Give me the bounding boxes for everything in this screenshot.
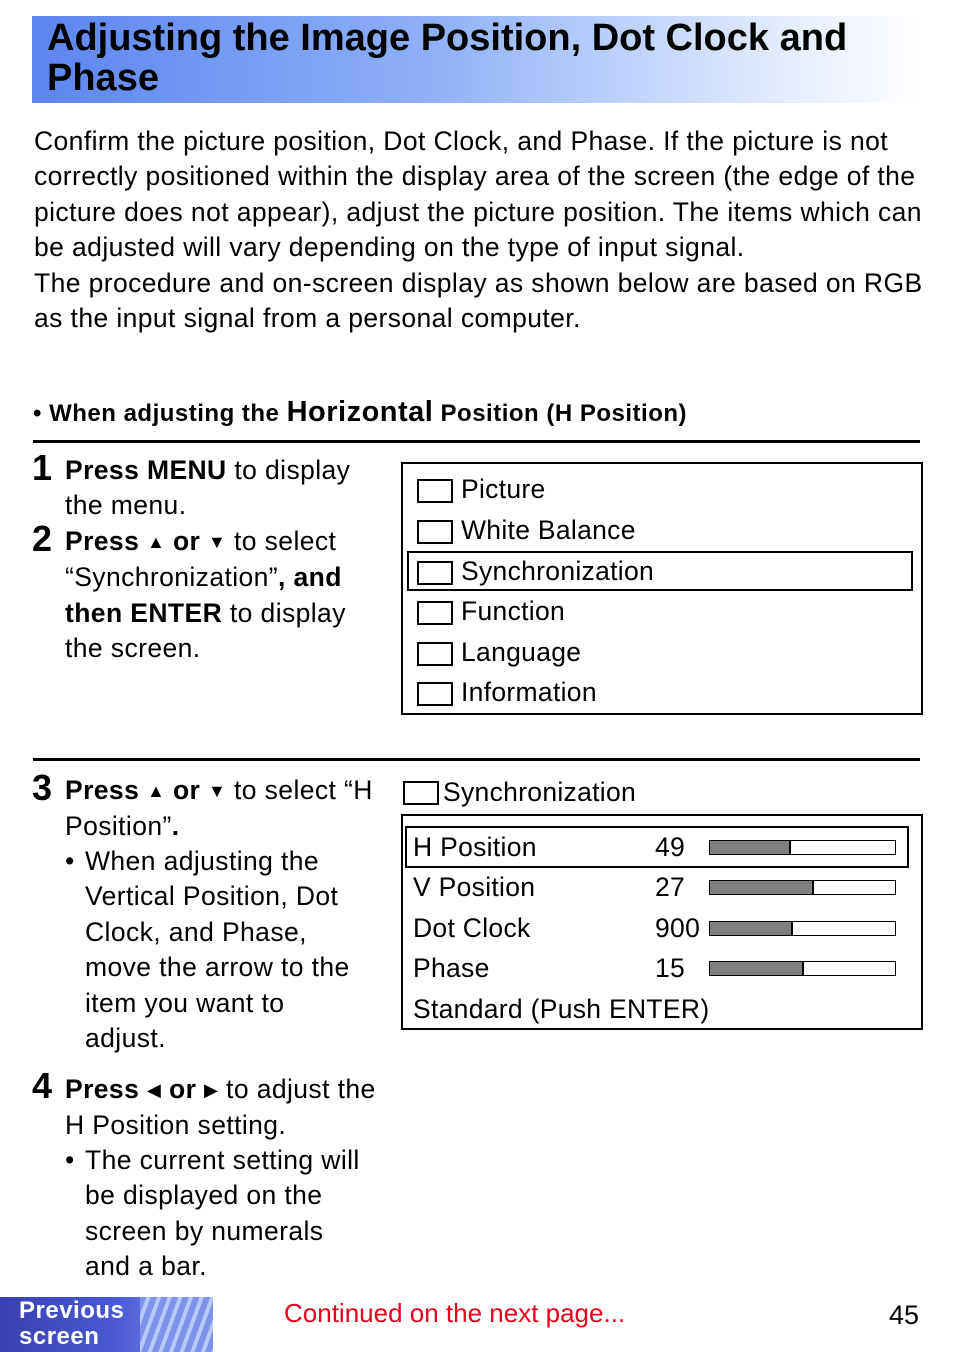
step-3-note-text: When adjusting the Vertical Position, Dot Clock, and Phase, move the arrow to the item you want to adjust. bbox=[85, 846, 350, 1054]
step-3-text bbox=[65, 773, 375, 845]
step-2-or: or bbox=[165, 526, 209, 556]
menu-icon bbox=[403, 781, 439, 805]
section-heading bbox=[33, 396, 687, 429]
menu-item-label: Function bbox=[461, 596, 566, 626]
menu-item-language[interactable] bbox=[417, 634, 913, 670]
menu-item-picture[interactable] bbox=[417, 471, 913, 507]
menu-item-label: Picture bbox=[461, 474, 546, 504]
up-arrow-icon: ▲ bbox=[146, 532, 166, 552]
sync-osd bbox=[401, 814, 923, 1030]
level-bar[interactable] bbox=[709, 921, 896, 936]
step-1-rest: to display the menu. bbox=[65, 455, 351, 521]
menu-icon bbox=[417, 642, 453, 666]
sync-row-dot-clock[interactable] bbox=[407, 909, 907, 947]
menu-item-function[interactable] bbox=[417, 593, 913, 629]
menu-icon bbox=[417, 601, 453, 625]
step-2-rest-2: to display the screen. bbox=[65, 597, 346, 664]
level-bar[interactable] bbox=[709, 840, 896, 855]
section-bullet: • bbox=[33, 400, 42, 427]
step-3-or: or bbox=[165, 775, 209, 805]
step-4-note-text: The current setting will be displayed on the screen by numerals and a bar. bbox=[85, 1145, 360, 1282]
step-4-bold: Press bbox=[65, 1074, 147, 1104]
page-number: 45 bbox=[889, 1300, 920, 1330]
sync-row-label: H Position bbox=[413, 832, 537, 862]
step-3-bold: Press bbox=[65, 775, 147, 805]
section-heading-part1: When adjusting the bbox=[49, 400, 287, 427]
menu-item-synchronization[interactable] bbox=[409, 553, 911, 589]
menu-icon bbox=[417, 682, 453, 706]
step-1-text bbox=[65, 453, 365, 524]
sync-row-label: Phase bbox=[413, 953, 490, 983]
intro-paragraph-1: Confirm the picture position, Dot Clock, and Phase. If the picture is not correctly positioned within the display area of the screen (the edge of the picture does not appear), adjust the picture position. The items which can be adjusted will vary depending on the type of input signal. bbox=[34, 126, 922, 263]
level-bar-fill bbox=[710, 881, 814, 894]
step-3-rest: to select “H Position” bbox=[65, 775, 373, 842]
step-1-number: 1 bbox=[32, 447, 53, 488]
continued-note: Continued on the next page... bbox=[284, 1298, 626, 1328]
step-2-number: 2 bbox=[32, 518, 53, 559]
step-4-text bbox=[65, 1072, 385, 1144]
sync-row-value: 15 bbox=[655, 953, 686, 983]
menu-item-label: Information bbox=[461, 677, 597, 707]
previous-screen-button[interactable] bbox=[0, 1297, 213, 1352]
previous-label-line2: screen bbox=[19, 1323, 100, 1350]
menu-icon bbox=[417, 520, 453, 544]
sync-header-label: Synchronization bbox=[443, 777, 637, 807]
sync-row-value: 900 bbox=[655, 913, 701, 943]
step-4-number: 4 bbox=[32, 1065, 53, 1106]
step-4-rest: to adjust the H Position setting. bbox=[65, 1074, 376, 1141]
down-arrow-icon: ▼ bbox=[208, 532, 227, 552]
step-2-bold-2: , and then ENTER bbox=[65, 562, 342, 628]
level-bar-fill bbox=[710, 962, 804, 975]
left-arrow-icon: ◀ bbox=[146, 1080, 162, 1100]
sync-row-h-position[interactable] bbox=[407, 828, 907, 866]
sync-standard-label: Standard (Push ENTER) bbox=[413, 994, 710, 1024]
section-rule-middle bbox=[33, 758, 920, 761]
menu-item-label: Language bbox=[461, 637, 582, 667]
menu-icon bbox=[417, 479, 453, 503]
page-title: Adjusting the Image Position, Dot Clock and Phase bbox=[47, 17, 848, 99]
menu-item-label: White Balance bbox=[461, 515, 636, 545]
right-arrow-icon: ▶ bbox=[204, 1080, 219, 1100]
sync-row-v-position[interactable] bbox=[407, 868, 907, 906]
main-menu-osd bbox=[401, 462, 923, 715]
menu-item-label: Synchronization bbox=[461, 556, 655, 586]
intro-paragraph-2: The procedure and on-screen display as shown below are based on RGB as the input signal from a personal computer. bbox=[34, 267, 923, 334]
step-4-or: or bbox=[161, 1074, 205, 1104]
up-arrow-icon: ▲ bbox=[146, 781, 166, 801]
sync-row-label: V Position bbox=[413, 872, 536, 902]
sync-row-value: 49 bbox=[655, 832, 686, 862]
menu-item-white-balance[interactable] bbox=[417, 512, 913, 548]
level-bar[interactable] bbox=[709, 961, 896, 976]
sync-row-standard[interactable] bbox=[407, 990, 907, 1028]
step-2-rest: to select “Synchronization” bbox=[65, 526, 337, 593]
section-heading-part2: Position (H Position) bbox=[433, 400, 688, 427]
level-bar-fill bbox=[710, 841, 791, 854]
previous-label-line1: Previous bbox=[19, 1297, 125, 1324]
menu-icon bbox=[417, 561, 453, 585]
step-2-bold: Press bbox=[65, 526, 147, 556]
menu-item-information[interactable] bbox=[417, 674, 913, 710]
button-decoration bbox=[140, 1297, 213, 1352]
sync-row-value: 27 bbox=[655, 872, 686, 902]
step-2-text bbox=[65, 524, 365, 667]
previous-screen-label bbox=[19, 1298, 124, 1350]
step-3-number: 3 bbox=[32, 767, 53, 808]
down-arrow-icon: ▼ bbox=[208, 781, 227, 801]
step-3-bold-2: . bbox=[171, 811, 180, 842]
step-1-bold: Press MENU bbox=[65, 455, 227, 485]
section-heading-emphasis: Horizontal bbox=[286, 396, 434, 428]
intro-text bbox=[34, 124, 934, 336]
sync-row-phase[interactable] bbox=[407, 949, 907, 987]
sync-row-label: Dot Clock bbox=[413, 913, 531, 943]
level-bar[interactable] bbox=[709, 880, 896, 895]
level-bar-fill bbox=[710, 922, 793, 935]
section-rule-top bbox=[33, 440, 920, 443]
